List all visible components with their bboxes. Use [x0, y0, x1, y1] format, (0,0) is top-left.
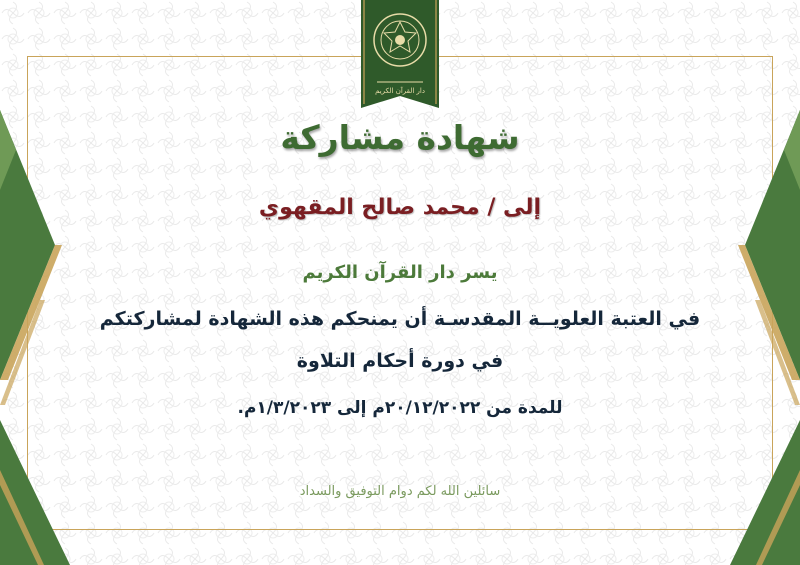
certificate-title: شهادة مشاركة [280, 118, 520, 157]
closing-wish: سائلين الله لكم دوام التوفيق والسداد [299, 484, 501, 499]
presenter-line: يسر دار القرآن الكريم [302, 262, 498, 283]
emblem-logo [361, 0, 439, 108]
course-period: للمدة من ٢٠/١٢/٢٠٢٢م إلى ١/٣/٢٠٢٣م. [237, 398, 563, 418]
emblem-name: دار القرآن الكريم [375, 87, 425, 95]
award-statement: في العتبة العلويــة المقدسـة أن يمنحكم هذه الشهادة لمشاركتكم [99, 308, 701, 330]
course-name: في دورة أحكام التلاوة [296, 350, 504, 372]
recipient-name: إلى / محمد صالح المقهوي [258, 195, 542, 220]
